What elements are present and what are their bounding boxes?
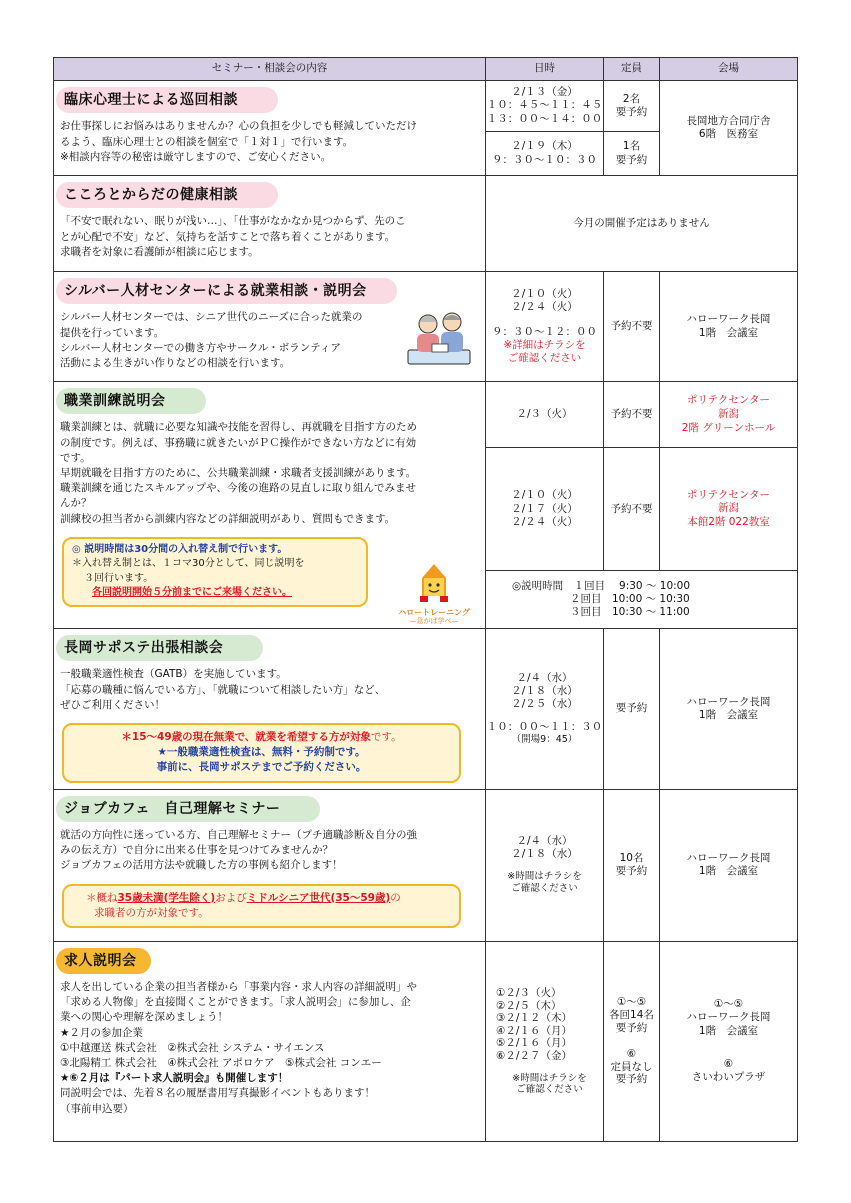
- kyujin-line3: 業への関心や理解を深めましょう！: [60, 1011, 228, 1024]
- kunren-b-venue-room: 本館2階 022教室: [687, 515, 770, 528]
- jobcafe-venue: [660, 789, 798, 941]
- rinsho-cap1: [604, 81, 660, 132]
- jobcafe-line3: ジョブカフェの活用方法や就職した方の事例も紹介します！: [60, 859, 343, 872]
- kyujin-date6: ⑥２/２７（金）: [496, 1049, 572, 1062]
- row-kokoro: [54, 176, 798, 272]
- seminar-schedule-table: [53, 57, 798, 1142]
- kyujin-cap-six: ⑥: [626, 1048, 637, 1061]
- kyujin-date5: ⑤２/１６（月）: [496, 1037, 572, 1050]
- kokoro-title: こころとからだの健康相談: [56, 182, 278, 208]
- kunren-slot3: ３回目 10:30 ～ 11:00: [570, 605, 690, 618]
- kyujin-cap: [604, 941, 660, 1141]
- kyujin-date2: ②２/５（木）: [496, 999, 562, 1012]
- kyujin-venue-range: ①～⑤: [713, 998, 744, 1011]
- kunren-box-line2: ＊入れ替え制とは、１コマ30分として、同じ説明を: [72, 558, 305, 570]
- kyujin-date4: ④２/１６（月）: [496, 1024, 572, 1037]
- silver-date2: ２/２４（火）: [511, 300, 578, 313]
- silver-note2: ご確認ください: [507, 352, 582, 365]
- kunren-line1: 職業訓練とは、就職に必要な知識や技能を習得し、再就職を目指す方のため: [60, 421, 417, 434]
- kyujin-note2: ご確認ください: [516, 1083, 583, 1095]
- hello-training-logo: [388, 562, 480, 626]
- kunren-b-date1: ２/１０（火）: [511, 489, 578, 502]
- rinsho-venue-room: 6階 医務室: [698, 128, 759, 140]
- rinsho-venue: [660, 81, 798, 176]
- logo-subtext: —急がば学べ—: [409, 617, 459, 626]
- row-kyujin: [54, 941, 798, 1141]
- kokoro-line3: 求職者を対象に看護師が相談に応じます。: [60, 245, 259, 258]
- jobcafe-box-young: 35歳未満(学生除く): [117, 891, 216, 904]
- kunren-line4: 早期就職を目指す方のために、公共職業訓練・求職者支援訓練があります。: [60, 466, 417, 479]
- kyujin-note1: ※時間はチラシを: [512, 1072, 587, 1084]
- jobcafe-box-of: の: [390, 891, 401, 904]
- kunren-schedule: [486, 570, 798, 628]
- saposute-line1: 一般職業適性検査（GATB）を実施しています。: [60, 668, 287, 681]
- kunren-b-venue-name: ポリテクセンター: [687, 488, 770, 501]
- saposute-venue-room: 1階 会議室: [698, 708, 759, 721]
- kunren-b-cap: 予約不要: [604, 448, 660, 570]
- jobcafe-date2: ２/１８（水）: [511, 848, 578, 861]
- header-datetime: 日時: [486, 58, 604, 81]
- silver-line3: シルバー人材センターでの働き方やサークル・ボランティア: [60, 341, 341, 354]
- kunren-b-venue: [660, 448, 798, 570]
- rinsho-cap2: [604, 132, 660, 176]
- saposute-date2: ２/１８（水）: [511, 684, 578, 697]
- kyujin-cap-num: 各回14名: [609, 1008, 654, 1021]
- kyujin-cap-six-note: 要予約: [615, 1073, 648, 1086]
- kunren-a-cap: 予約不要: [604, 382, 660, 448]
- jobcafe-box-line2: 求職者の方が対象です。: [94, 906, 209, 919]
- kokoro-note: 今月の開催予定はありません: [486, 176, 798, 272]
- rinsho-cap1-note: 要予約: [615, 106, 648, 118]
- kyujin-line8: 同説明会では、先着８名の履歴書用写真撮影イベントもあります！: [60, 1087, 375, 1100]
- kunren-slot2: ２回目 10:00 ～ 10:30: [570, 592, 690, 605]
- jobcafe-content: [54, 789, 486, 941]
- silver-venue: [660, 272, 798, 382]
- kokoro-line2: とが心配で不安」など、気持ちを話すことで落ち着くことがあります。: [60, 230, 396, 243]
- jobcafe-cap-note: 要予約: [615, 865, 648, 878]
- kunren-box-line4: 各回説明開始５分前までにご来場ください。: [92, 587, 292, 599]
- jobcafe-note1: ※時間はチラシを: [507, 871, 582, 883]
- rinsho-cap1-num: 2名: [622, 92, 641, 105]
- kunren-a-venue-name: ポリテクセンター: [687, 394, 770, 407]
- kyujin-cap-none: 定員なし: [610, 1060, 653, 1073]
- saposute-title: 長岡サポステ出張相談会: [56, 635, 263, 661]
- kunren-content: [54, 382, 486, 629]
- jobcafe-cap-num: 10名: [619, 851, 644, 864]
- kunren-title: 職業訓練説明会: [56, 388, 206, 414]
- kunren-a-venue-room: 2階 グリーンホール: [681, 421, 776, 434]
- jobcafe-venue-name: ハローワーク長岡: [686, 851, 771, 864]
- saposute-venue-name: ハローワーク長岡: [686, 695, 771, 708]
- jobcafe-cap: [604, 789, 660, 941]
- kunren-line3: です。: [60, 451, 91, 464]
- saposute-content: [54, 629, 486, 790]
- kyujin-line7: ★⑥２月は『パート求人説明会』も開催します！: [60, 1072, 289, 1085]
- kunren-a-venue-city: 新潟: [718, 407, 739, 420]
- kyujin-venue-plaza: さいわいプラザ: [691, 1070, 766, 1083]
- kyujin-venue-six: ⑥: [723, 1057, 734, 1070]
- kunren-b-venue-city: 新潟: [718, 502, 739, 515]
- jobcafe-box-line1: [86, 891, 451, 906]
- kyujin-line9: （事前申込要）: [60, 1102, 134, 1115]
- kyujin-venue-name: ハローワーク長岡: [686, 1011, 771, 1024]
- kyujin-line4: ★２月の参加企業: [60, 1026, 143, 1039]
- saposute-line2: 「応募の職種に悩んでいる方」、「就職について相談したい方」など、: [60, 683, 386, 696]
- jobcafe-dates: [486, 789, 604, 941]
- saposute-venue: [660, 629, 798, 790]
- kunren-a-venue: [660, 382, 798, 448]
- jobcafe-box: [62, 884, 461, 928]
- saposute-line3: ぜひご利用ください！: [60, 698, 165, 711]
- jobcafe-line1: 就活の方向性に迷っている方、自己理解セミナー（プチ適職診断＆自分の強: [60, 828, 417, 841]
- kyujin-line1: 求人を出している企業の担当者様から「事業内容・求人内容の詳細説明」や: [60, 980, 417, 993]
- kunren-schedule-head: ◎説明時間: [512, 579, 564, 592]
- saposute-box-line1: [72, 730, 451, 745]
- saposute-dates: [486, 629, 604, 790]
- saposute-open: （開場9：45）: [511, 734, 578, 746]
- rinsho-content: [54, 81, 486, 176]
- kokoro-content: [54, 176, 486, 272]
- jobcafe-box-prefix: ＊概ね: [86, 891, 118, 904]
- silver-line4: 活動による生きがい作りなどの相談を行います。: [60, 356, 291, 369]
- kunren-b-dates: [486, 448, 604, 570]
- silver-venue-name: ハローワーク長岡: [686, 313, 771, 326]
- rinsho-date1-time2: １３：００～１４：００: [486, 112, 603, 125]
- kunren-line2: の制度です。例えば、事務職に就きたいがＰＣ操作ができない方などに有効: [60, 436, 417, 449]
- jobcafe-date1: ２/４（水）: [516, 835, 573, 848]
- header-content: セミナー・相談会の内容: [54, 58, 486, 81]
- row-silver: [54, 272, 798, 382]
- table-header: [54, 58, 798, 81]
- silver-time: ９：３０～１２：００: [492, 325, 597, 338]
- kunren-schedule-row1: [512, 580, 797, 593]
- rinsho-title: 臨床心理士による巡回相談: [56, 87, 278, 113]
- kyujin-line6: ③北陽精工 株式会社 ④株式会社 アポロケア ⑤株式会社 コンエー: [60, 1057, 382, 1069]
- row-kunren-a: [54, 382, 798, 448]
- silver-cap: 予約不要: [604, 272, 660, 382]
- kunren-b-date3: ２/２４（火）: [511, 515, 578, 528]
- rinsho-date2: [486, 132, 604, 176]
- kokoro-line1: 「不安で眠れない、眠りが浅い…」、「仕事がなかなか見つからず、先のこ: [60, 215, 406, 228]
- saposute-box-target: ＊15～49歳の現在無業で、就業を希望する方が対象: [121, 730, 371, 743]
- saposute-box-target-end: です。: [370, 730, 402, 743]
- rinsho-line1: お仕事探しにお悩みはありませんか？心の負担を少しでも軽減していただけ: [60, 120, 417, 133]
- kunren-slot1: １回目 9:30 ～ 10:00: [573, 579, 691, 592]
- rinsho-date2-day: ２/１９（木）: [511, 140, 578, 153]
- kunren-info-box: [62, 537, 368, 607]
- row-saposute: [54, 629, 798, 790]
- silver-content: [54, 272, 486, 382]
- kyujin-cap-range: ①～⑤: [616, 996, 647, 1009]
- rocket-icon: [414, 562, 454, 604]
- silver-venue-room: 1階 会議室: [698, 326, 759, 339]
- rinsho-line3: ※相談内容等の秘密は厳守しますので、ご安心ください。: [60, 150, 332, 163]
- jobcafe-box-and: および: [215, 891, 247, 904]
- silver-date1: ２/１０（火）: [511, 287, 578, 300]
- kyujin-title: 求人説明会: [56, 948, 151, 974]
- silver-title: シルバー人材センターによる就業相談・説明会: [56, 278, 397, 304]
- header-venue: 会場: [660, 58, 798, 81]
- saposute-box: [62, 723, 461, 783]
- row-jobcafe: [54, 789, 798, 941]
- silver-note1: ※詳細はチラシを: [503, 339, 586, 352]
- kyujin-line5: ①中越運送 株式会社 ②株式会社 システム・サイエンス: [60, 1041, 325, 1054]
- kunren-box-line3: ３回行います。: [84, 572, 154, 584]
- silver-line2: 提供を行っています。: [60, 326, 165, 339]
- saposute-cap: 要予約: [604, 629, 660, 790]
- saposute-box-line3: 事前に、長岡サポステまでご予約ください。: [156, 761, 367, 774]
- rinsho-date1: [486, 81, 604, 132]
- header-capacity: 定員: [604, 58, 660, 81]
- rinsho-cap2-num: 1名: [622, 140, 641, 153]
- silver-dates: [486, 272, 604, 382]
- row-rinsho-1: [54, 81, 798, 132]
- kunren-box-line1: ◎ 説明時間は30分間の入れ替え制で行います。: [72, 543, 288, 555]
- kyujin-venue: [660, 941, 798, 1141]
- kyujin-date1: ①２/３（火）: [496, 986, 562, 999]
- kunren-line6: んか？: [60, 497, 92, 510]
- kunren-line7: 訓練校の担当者から訓練内容などの詳細説明があり、質問もできます。: [60, 512, 396, 525]
- kyujin-venue-room: 1階 会議室: [698, 1024, 759, 1037]
- rinsho-date2-time: ９：３０～１０：３０: [492, 153, 597, 166]
- jobcafe-note2: ご確認ください: [511, 883, 578, 895]
- saposute-time: １０：００～１１：３０: [486, 720, 603, 733]
- rinsho-date1-day: ２/１３（金）: [511, 86, 578, 99]
- saposute-box-line2: ★一般職業適性検査は、無料・予約制です。: [157, 746, 366, 759]
- kyujin-content: [54, 941, 486, 1141]
- saposute-date3: ２/２５（水）: [511, 697, 578, 710]
- seniors-illustration: [406, 308, 472, 366]
- rinsho-date1-time1: １０：４５～１１：４５: [486, 99, 603, 112]
- rinsho-line2: るよう、臨床心理士との相談を個室で「１対１」で行います。: [60, 135, 354, 148]
- kunren-a-date: ２/３（火）: [486, 382, 604, 448]
- kyujin-line2: 「求める人物像」を直接聞くことができます。「求人説明会」に参加し、企: [60, 996, 411, 1009]
- jobcafe-line2: みの伝え方）で自分に出来る仕事を見つけてみませんか？: [60, 844, 333, 857]
- jobcafe-venue-room: 1階 会議室: [698, 865, 759, 878]
- kunren-b-date2: ２/１７（火）: [511, 502, 578, 515]
- kunren-line5: 職業訓練を通じたスキルアップや、今後の進路の見直しに取り組んでみませ: [60, 482, 416, 495]
- rinsho-venue-name: 長岡地方合同庁舎: [686, 114, 771, 127]
- silver-line1: シルバー人材センターでは、シニア世代のニーズに合った就業の: [60, 311, 363, 324]
- saposute-date1: ２/４（水）: [516, 671, 573, 684]
- kyujin-dates: [486, 941, 604, 1141]
- jobcafe-box-middle: ミドルシニア世代(35～59歳): [246, 891, 391, 904]
- logo-text: ハロートレーニング: [398, 608, 470, 618]
- kyujin-cap-note: 要予約: [615, 1021, 648, 1034]
- rinsho-cap2-note: 要予約: [615, 153, 648, 166]
- kyujin-date3: ③２/１２（木）: [496, 1012, 572, 1025]
- jobcafe-title: ジョブカフェ 自己理解セミナー: [56, 796, 320, 822]
